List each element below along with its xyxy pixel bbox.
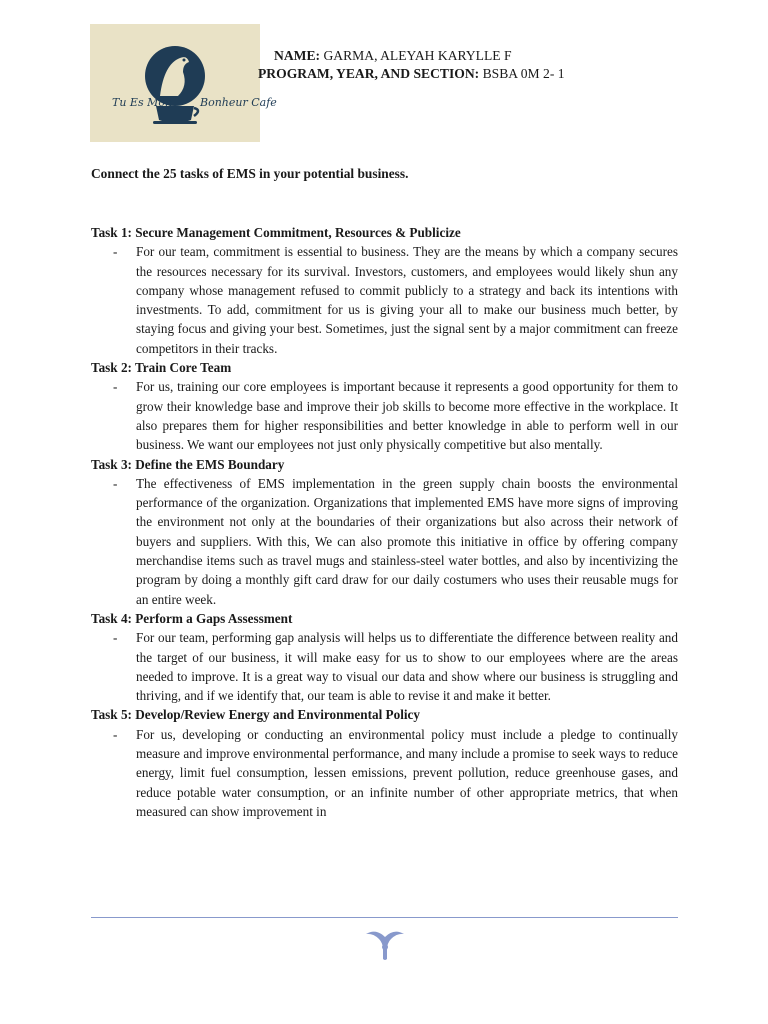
name-label: NAME:	[274, 48, 321, 63]
task-title: Task 5: Develop/Review Energy and Environmental Policy	[91, 707, 420, 723]
fleur-ornament-icon	[364, 928, 406, 962]
program-row	[258, 65, 565, 83]
task-text: For us, developing or conducting an environmental policy must include a pledge to continually measure and improve environmental performance, and many include a promise to seek ways to reduce energy, limit fuel consumption, lessen emissions, prevent pollution, reduce greenhouse gases, and reduce potable water consumption, or an infinite number of other appropriate metrics, that when measured can show improvement in	[136, 726, 678, 819]
bullet-dash: -	[113, 630, 118, 646]
task-text: The effectiveness of EMS implementation in the green supply chain boosts the environmental performance of the organization. Organizations that implemented EMS have more signs of improving the environment not only at the boundaries of their organizations but also across their network of buyers and suppliers. With this, We can also promote this initiative in office by offering company merchandise items such as travel mugs and stainless-steel water bottles, and also by incentivizing the program by doing a monthly gift card draw for our daily costumers who uses their reusable mugs for an entire week.	[136, 475, 678, 607]
footer-divider	[91, 917, 678, 918]
svg-text:Tu Es Mon: Tu Es Mon	[112, 96, 173, 109]
task-title: Task 2: Train Core Team	[91, 360, 232, 376]
assignment-prompt: Connect the 25 tasks of EMS in your potential business.	[91, 166, 409, 181]
cup-bird-logo-icon	[90, 24, 277, 142]
task-body	[91, 628, 678, 705]
task-title: Task 3: Define the EMS Boundary	[91, 456, 285, 472]
task-list	[91, 223, 678, 821]
name-value: GARMA, ALEYAH KARYLLE F	[323, 48, 512, 63]
program-label: PROGRAM, YEAR, AND SECTION:	[258, 66, 480, 81]
task-text: For us, training our core employees is important because it represents a good opportunity for them to grow their knowledge base and improve their job skills to become more effective in the workplace. It also prepares them for higher responsibilities and better knowledge in able to perform well in our business. We want our employees not just only physically competitive but also mentally.	[136, 379, 678, 453]
task-body	[91, 377, 678, 454]
cafe-logo	[90, 24, 277, 142]
bullet-dash: -	[113, 379, 118, 395]
svg-text:Bonheur Cafe: Bonheur Cafe	[200, 96, 277, 109]
student-info	[258, 47, 565, 83]
name-row	[258, 47, 565, 65]
program-value: BSBA 0M 2- 1	[482, 66, 565, 81]
task-body	[91, 725, 678, 821]
task-body	[91, 474, 678, 609]
task-title: Task 1: Secure Management Commitment, Resources & Publicize	[91, 225, 461, 240]
task-title: Task 4: Perform a Gaps Assessment	[91, 610, 293, 626]
task-text: For our team, performing gap analysis will helps us to differentiate the difference between reality and the target of our business, it will make easy for us to show to our employees where are the areas needed to improve. It is a great way to visual our data and show where our business is struggling and thriving, and if we identify that, our team is able to revise it and make it better.	[136, 630, 678, 704]
bullet-dash: -	[113, 475, 118, 491]
task-body	[91, 242, 678, 358]
bullet-dash: -	[113, 244, 118, 260]
bullet-dash: -	[113, 726, 118, 742]
task-text: For our team, commitment is essential to business. They are the means by which a company secures the resources necessary for its survival. Investors, customers, and employees would likely shun any company whose management refused to commit publicly to a strategy and back its intentions with investments. To add, commitment for us is giving your all to make our business much better, by staying focus and giving your best. Sometimes, just the signal sent by a major commitment can freeze competitors in their tracks.	[136, 244, 678, 356]
